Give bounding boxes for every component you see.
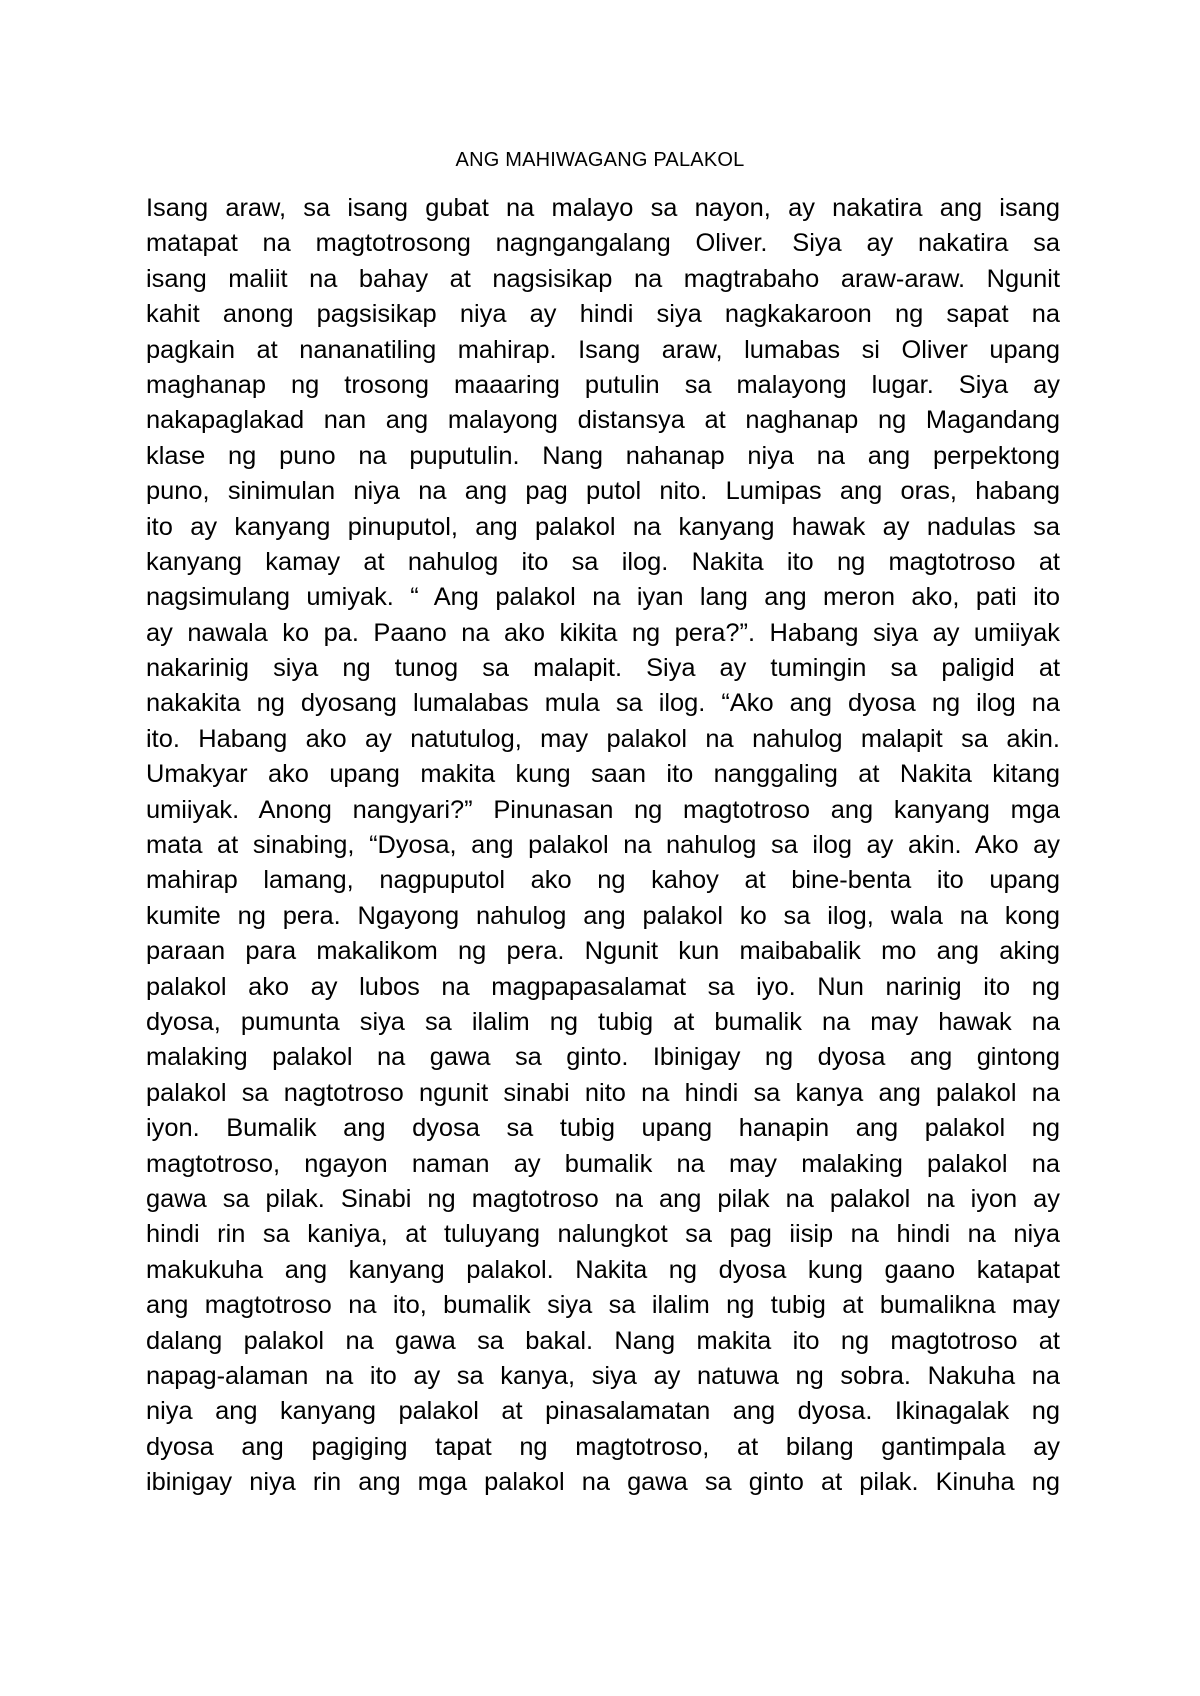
text-line: Umakyar ako upang makita kung saan ito nanggaling at Nakita kitang bbox=[146, 760, 1060, 789]
text-line: ito. Habang ako ay natutulog, may palakol na nahulog malapit sa akin. bbox=[146, 724, 1060, 753]
text-line: klase ng puno na puputulin. Nang nahanap niya na ang perpektong bbox=[146, 441, 1060, 470]
text-line: ay nawala ko pa. Paano na ako kikita ng pera?”. Habang siya ay umiiyak bbox=[146, 618, 1060, 647]
text-line: palakol ako ay lubos na magpapasalamat sa iyo. Nun narinig ito ng bbox=[146, 972, 1060, 1001]
text-line: nakakita ng dyosang lumalabas mula sa ilog. “Ako ang dyosa ng ilog na bbox=[146, 689, 1060, 718]
text-line: ibinigay niya rin ang mga palakol na gawa sa ginto at pilak. Kinuha ng bbox=[146, 1468, 1060, 1497]
text-line: nakapaglakad nan ang malayong distansya at naghanap ng Magandang bbox=[146, 406, 1060, 435]
text-line: malaking palakol na gawa sa ginto. Ibinigay ng dyosa ang gintong bbox=[146, 1043, 1060, 1072]
text-line: isang maliit na bahay at nagsisikap na magtrabaho araw-araw. Ngunit bbox=[146, 264, 1060, 293]
text-line: kahit anong pagsisikap niya ay hindi siya nagkakaroon ng sapat na bbox=[146, 300, 1060, 329]
text-line: mata at sinabing, “Dyosa, ang palakol na nahulog sa ilog ay akin. Ako ay bbox=[146, 831, 1060, 860]
text-line: palakol sa nagtotroso ngunit sinabi nito na hindi sa kanya ang palakol na bbox=[146, 1078, 1060, 1107]
text-line: nakarinig siya ng tunog sa malapit. Siya ay tumingin sa paligid at bbox=[146, 654, 1060, 683]
text-line: magtotroso, ngayon naman ay bumalik na may malaking palakol na bbox=[146, 1149, 1060, 1178]
text-line: umiiyak. Anong nangyari?” Pinunasan ng magtotroso ang kanyang mga bbox=[146, 795, 1060, 824]
text-line: kumite ng pera. Ngayong nahulog ang palakol ko sa ilog, wala na kong bbox=[146, 901, 1060, 930]
text-line: iyon. Bumalik ang dyosa sa tubig upang hanapin ang palakol ng bbox=[146, 1114, 1060, 1143]
document-title: ANG MAHIWAGANG PALAKOL bbox=[455, 149, 745, 171]
text-line: dyosa ang pagiging tapat ng magtotroso, at bilang gantimpala ay bbox=[146, 1432, 1060, 1461]
text-line: dyosa, pumunta siya sa ilalim ng tubig at bumalik na may hawak na bbox=[146, 1007, 1060, 1036]
text-line: ang magtotroso na ito, bumalik siya sa ilalim ng tubig at bumalikna may bbox=[146, 1291, 1060, 1320]
text-line: Isang araw, sa isang gubat na malayo sa nayon, ay nakatira ang isang bbox=[146, 194, 1060, 222]
text-line: mahirap lamang, nagpuputol ako ng kahoy at bine-benta ito upang bbox=[146, 866, 1060, 895]
text-line: nagsimulang umiyak. “ Ang palakol na iyan lang ang meron ako, pati ito bbox=[146, 583, 1060, 612]
text-line: dalang palakol na gawa sa bakal. Nang makita ito ng magtotroso at bbox=[146, 1326, 1060, 1355]
text-line: matapat na magtotrosong nagngangalang Oliver. Siya ay nakatira sa bbox=[146, 229, 1060, 258]
text-line: hindi rin sa kaniya, at tuluyang nalungkot sa pag iisip na hindi na niya bbox=[146, 1220, 1060, 1249]
text-line: ito ay kanyang pinuputol, ang palakol na kanyang hawak ay nadulas sa bbox=[146, 512, 1060, 541]
text-line: kanyang kamay at nahulog ito sa ilog. Nakita ito ng magtotroso at bbox=[146, 547, 1060, 576]
text-line: napag-alaman na ito ay sa kanya, siya ay natuwa ng sobra. Nakuha na bbox=[146, 1361, 1060, 1390]
story-body bbox=[146, 191, 1060, 1500]
text-line: puno, sinimulan niya na ang pag putol nito. Lumipas ang oras, habang bbox=[146, 477, 1060, 506]
text-line: pagkain at nananatiling mahirap. Isang araw, lumabas si Oliver upang bbox=[146, 335, 1060, 364]
text-line: makukuha ang kanyang palakol. Nakita ng dyosa kung gaano katapat bbox=[146, 1255, 1060, 1284]
text-line: niya ang kanyang palakol at pinasalamatan ang dyosa. Ikinagalak ng bbox=[146, 1397, 1060, 1426]
text-line: gawa sa pilak. Sinabi ng magtotroso na ang pilak na palakol na iyon ay bbox=[146, 1184, 1060, 1213]
text-line: maghanap ng trosong maaaring putulin sa malayong lugar. Siya ay bbox=[146, 370, 1060, 399]
text-line: paraan para makalikom ng pera. Ngunit kun maibabalik mo ang aking bbox=[146, 937, 1060, 966]
